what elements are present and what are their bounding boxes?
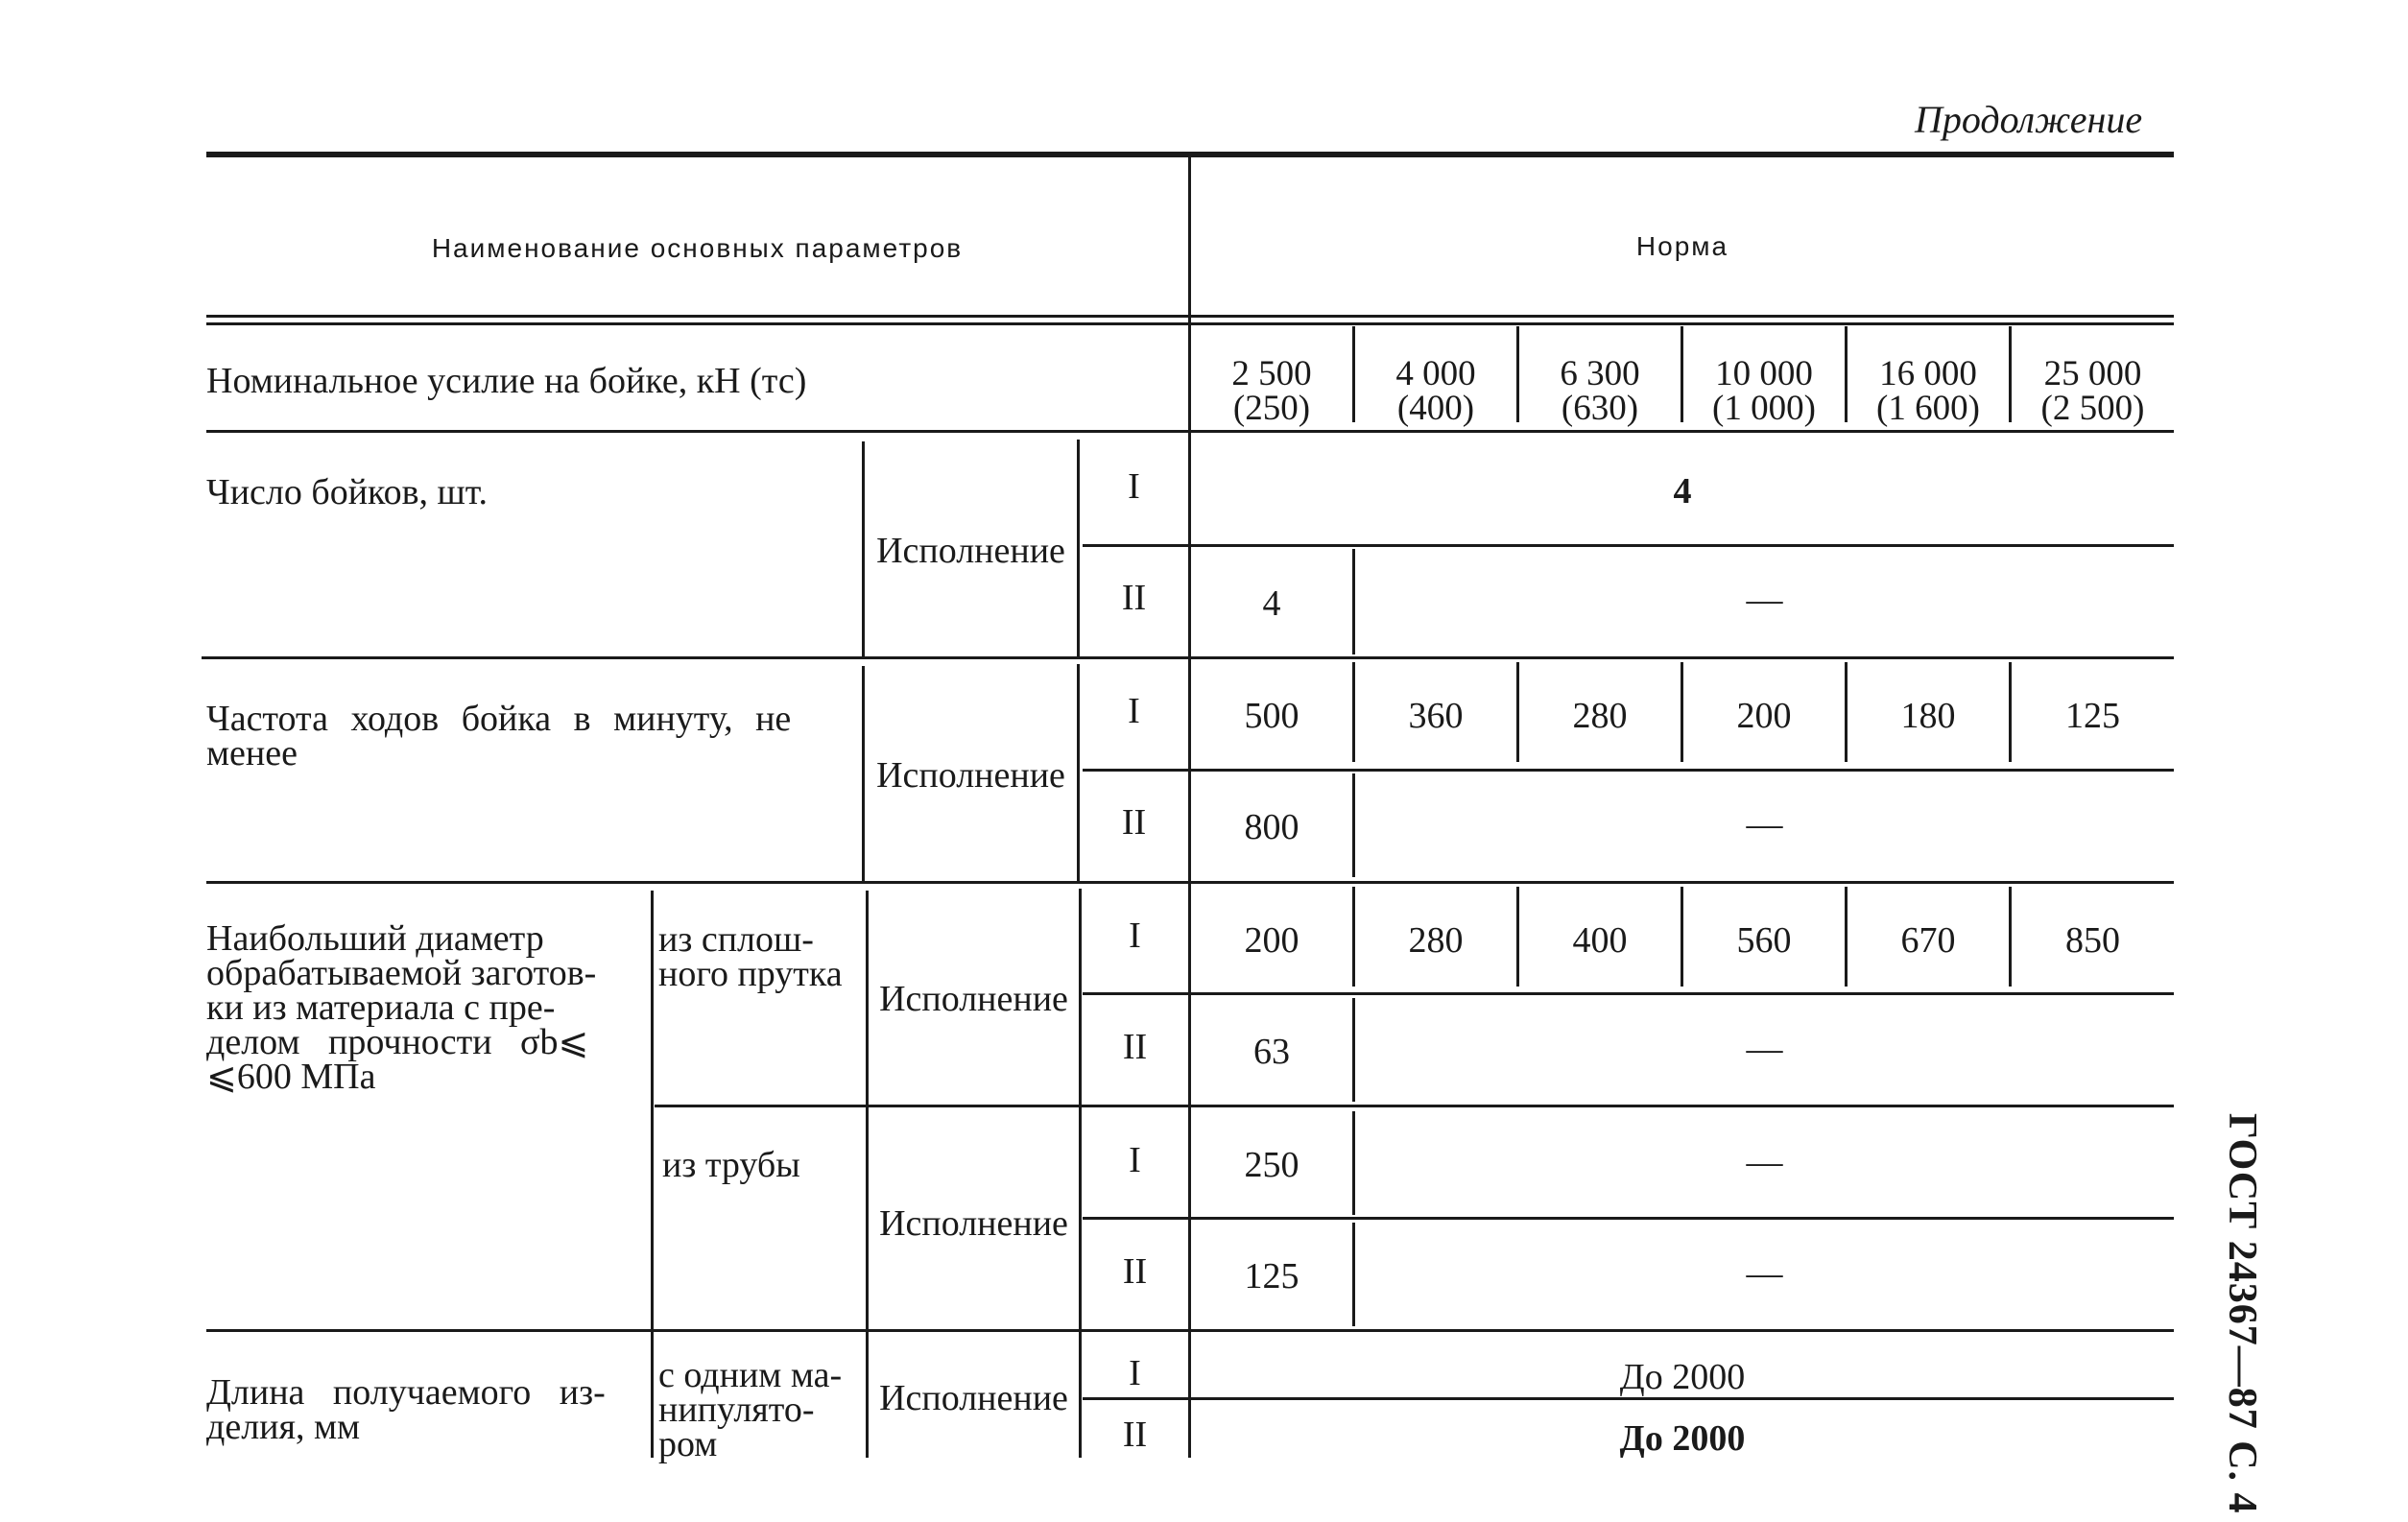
diameter-solid-execution: Исполнение (879, 979, 1068, 1019)
header-param: Наименование основных параметров (431, 233, 964, 263)
diameter-label-line: делом прочности σb⩽ (206, 1022, 589, 1062)
force-value (1355, 354, 1516, 428)
diameter-solid-value: 400 (1572, 920, 1628, 961)
diameter-label-line: ⩽600 МПа (206, 1057, 376, 1097)
diameter-tube-I-first: 250 (1244, 1145, 1299, 1185)
length-manip-line1: с одним ма- (658, 1355, 843, 1395)
diameter-solid-value: 560 (1736, 920, 1792, 961)
strikers-execution: Исполнение (876, 531, 1065, 571)
diameter-tube-version-1: I (1129, 1140, 1141, 1180)
frequency-value: 200 (1736, 696, 1792, 736)
continuation-label: Продолжение (1915, 98, 2143, 141)
force-kn: 25 000 (2043, 354, 2142, 393)
diameter-tube: из трубы (662, 1145, 800, 1185)
strikers-value-I: 4 (1673, 471, 1692, 511)
force-kn: 10 000 (1715, 354, 1813, 393)
vrule-sub-left (651, 891, 654, 1458)
vrule-exec-left-c (866, 891, 869, 1458)
force-label: Номинальное усилие на бойке, кН (тс) (206, 361, 807, 401)
force-value (1848, 354, 2009, 428)
header-norm: Норма (1635, 231, 1729, 261)
length-label-line2: делия, мм (206, 1407, 361, 1447)
frequency-value: 500 (1244, 696, 1299, 736)
strikers-version-1: I (1128, 466, 1140, 507)
frequency-value: 125 (2065, 696, 2120, 736)
diameter-solid-line2: ного прутка (658, 954, 843, 994)
force-kn: 4 000 (1395, 354, 1476, 393)
length-value-II: До 2000 (1619, 1418, 1746, 1459)
length-value-I: До 2000 (1619, 1357, 1746, 1397)
side-label (2220, 1113, 2294, 1514)
diameter-solid-II-rest: — (1746, 1029, 1783, 1069)
frequency-value-II-rest: — (1746, 804, 1783, 844)
diameter-solid-II-first: 63 (1253, 1032, 1290, 1072)
side-label-text: ГОСТ 24367—87 С. 4 (2220, 1113, 2264, 1514)
strikers-value-II-first: 4 (1262, 583, 1281, 624)
diameter-tube-II-rest: — (1746, 1253, 1783, 1294)
force-kn: 2 500 (1231, 354, 1312, 393)
diameter-solid-value: 850 (2065, 920, 2120, 961)
length-manip-line2: нипулято- (658, 1390, 815, 1430)
frequency-value: 280 (1572, 696, 1628, 736)
diameter-tube-II-first: 125 (1244, 1256, 1299, 1296)
frequency-value-II-first: 800 (1244, 807, 1299, 847)
length-manip-line3: ром (658, 1424, 718, 1464)
force-tc: (400) (1396, 389, 1475, 428)
diameter-solid-version-2: II (1122, 1027, 1148, 1067)
force-tc: (2 500) (2040, 389, 2145, 428)
length-version-1: I (1129, 1353, 1141, 1393)
strikers-label: Число бойков, шт. (206, 472, 489, 512)
diameter-label-line: Наибольший диаметр (206, 918, 544, 959)
frequency-value: 180 (1900, 696, 1956, 736)
length-version-2: II (1122, 1415, 1148, 1455)
frequency-execution: Исполнение (876, 755, 1065, 796)
diameter-tube-execution: Исполнение (879, 1203, 1068, 1244)
diameter-tube-version-2: II (1122, 1251, 1148, 1292)
diameter-tube-I-rest: — (1746, 1142, 1783, 1182)
diameter-solid-value: 670 (1900, 920, 1956, 961)
force-tc: (1 000) (1712, 389, 1816, 428)
rule-length-mid (1083, 1397, 2174, 1400)
rule-tube-mid (1083, 1217, 2174, 1220)
force-value (1683, 354, 1845, 428)
force-tc: (1 600) (1876, 389, 1980, 428)
frequency-version-2: II (1121, 802, 1147, 843)
frequency-label-line1: Частота ходов бойка в минуту, не (206, 699, 792, 739)
force-value (1191, 354, 1352, 428)
diameter-solid-value: 280 (1408, 920, 1464, 961)
frequency-version-1: I (1128, 691, 1140, 731)
force-kn: 16 000 (1879, 354, 1977, 393)
diameter-solid-line1: из сплош- (658, 919, 814, 960)
length-label-line1: Длина получаемого из- (206, 1372, 606, 1413)
rule-strikers-mid (1083, 544, 2174, 547)
diameter-solid-version-1: I (1129, 916, 1141, 956)
force-value (1519, 354, 1681, 428)
force-tc: (250) (1232, 389, 1311, 428)
rule-freq-mid (1083, 769, 2174, 772)
rule-solid-bottom (655, 1105, 2174, 1107)
force-kn: 6 300 (1560, 354, 1640, 393)
frequency-label-line2: менее (206, 733, 298, 773)
diameter-label-line: обрабатываемой заготов- (206, 953, 597, 993)
strikers-version-2: II (1121, 578, 1147, 618)
length-execution: Исполнение (879, 1378, 1068, 1418)
force-value (2012, 354, 2174, 428)
diameter-solid-value: 200 (1244, 920, 1299, 961)
diameter-label-line: ки из материала с пре- (206, 987, 556, 1028)
strikers-value-II-rest: — (1746, 580, 1783, 620)
force-tc: (630) (1561, 389, 1639, 428)
diameter-label (206, 918, 629, 1097)
frequency-value: 360 (1408, 696, 1464, 736)
rule-solid-mid (1083, 992, 2174, 995)
